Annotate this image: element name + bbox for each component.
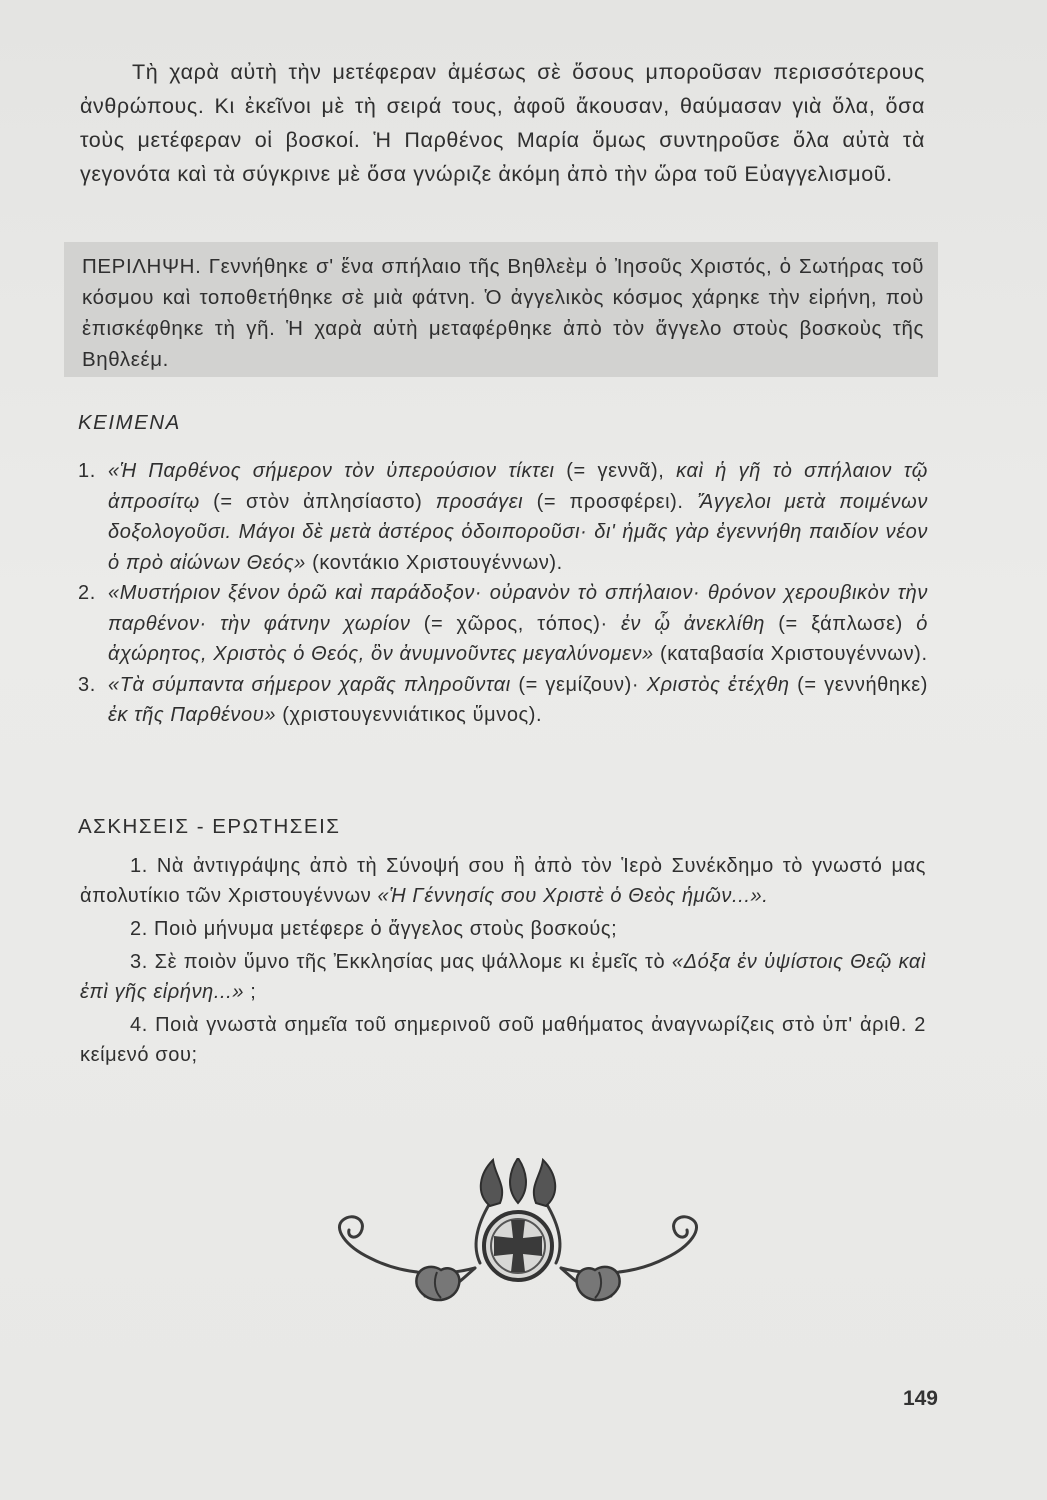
question-quote: «Δόξα ἐν ὑψίστοις Θεῷ καὶ ἐπὶ γῆς εἰρήνη...» (80, 951, 926, 1003)
text-quote: Ἄγγελοι μετὰ ποιμένων δοξολογοῦσι. Μάγοι δὲ μετὰ ἀστέρος ὁδοιποροῦσι· δι' ἡμᾶς γὰρ ἐγεννήθη παιδίον νέον ὁ πρὸ αἰώνων Θεός» (108, 490, 928, 574)
text-item-number: 3. (78, 673, 96, 696)
text-item-body (108, 456, 928, 578)
text-gloss: (= χῶρος, τόπος)· (423, 612, 608, 635)
texts-heading-label: ΚΕΙΜΕΝΑ (78, 411, 181, 434)
text-quote: ἐν ᾧ ἀνεκλίθη (621, 612, 766, 635)
question-3 (80, 947, 926, 1007)
text-item-1 (78, 456, 928, 578)
text-gloss: (= προσφέρει). (536, 490, 684, 513)
text-quote: ἐκ τῆς Παρθένου» (108, 704, 277, 726)
text-item-number: 1. (78, 460, 96, 482)
text-item-body (108, 670, 928, 731)
text-gloss: (= γεμίζουν)· (518, 673, 640, 696)
exercises-list (80, 851, 926, 1073)
text-source: (κοντάκιο Χριστουγέννων). (312, 551, 563, 574)
texts-heading (78, 411, 181, 435)
text-gloss: (= στὸν ἀπλησίαστο) (213, 490, 423, 513)
question-1 (80, 851, 926, 911)
text-gloss: (= γεννήθηκε) (797, 673, 928, 696)
intro-paragraph (80, 55, 925, 191)
text-quote: προσάγει (435, 490, 524, 513)
summary-label: ΠΕΡΙΛΗΨΗ. (82, 255, 202, 278)
page-number: 149 (902, 1387, 938, 1410)
text-quote: «Ἡ Παρθένος σήμερον τὸν ὑπερούσιον τίκτει (108, 460, 555, 482)
summary-box (64, 242, 938, 377)
text-gloss: (= γεννᾶ), (566, 460, 665, 482)
question-4: 4. Ποιὰ γνωστὰ σημεῖα τοῦ σημερινοῦ σοῦ μαθήματος ἀναγνωρίζεις στὸ ὑπ' ἀριθ. 2 κείμενό σου; (80, 1014, 926, 1066)
summary-paragraph (82, 251, 924, 375)
text-quote: «Τὰ σύμπαντα σήμερον χαρᾶς πληροῦνται (108, 673, 511, 696)
text-quote: Χριστὸς ἐτέχθη (646, 673, 790, 696)
text-item-2 (78, 578, 928, 670)
text-source: (χριστουγεννιάτικος ὕμνος). (282, 704, 543, 726)
text-item-number: 2. (78, 582, 96, 604)
text-quote: καὶ ἡ γῆ τὸ σπήλαιον τῷ ἀπροσίτῳ (108, 460, 928, 513)
text-source: (καταβασία Χριστουγέννων). (659, 643, 928, 665)
text-gloss: (= ξάπλωσε) (778, 612, 903, 635)
texts-list (78, 456, 928, 731)
text-quote: «Μυστήριον ξένον ὁρῶ καὶ παράδοξον· οὐρανὸν τὸ σπήλαιον· θρόνον χερουβικὸν τὴν παρθένον· τὴν φάτνην χωρίον (108, 582, 928, 635)
intro-text: Τὴ χαρὰ αὐτὴ τὴν μετέφεραν ἀμέσως σὲ ὅσους μποροῦσαν περισσότερους ἀνθρώπους. Κι ἐκεῖνοι μὲ τὴ σειρά τους, ἀφοῦ ἄκουσαν, θαύμασαν γιὰ ὅλα, ὅσα τοὺς μετέφεραν οἱ βοσκοί. Ἡ Παρθένος Μαρία ὅμως συντηροῦσε ὅλα αὐτὰ τὰ γεγονότα καὶ τὰ σύγκρινε μὲ ὅσα γνώριζε ἀκόμη ἀπὸ τὴν ὥρα τοῦ Εὐαγγελισμοῦ. (80, 60, 925, 186)
text-item-body (108, 578, 928, 670)
question-text: 1. Νὰ ἀντιγράψης ἀπὸ τὴ Σύνοψή σου ἢ ἀπὸ τὸν Ἱερὸ Συνέκδημο τὸ γνωστό μας ἀπολυτίκιο τῶν Χριστουγέννων (80, 855, 926, 907)
text-item-3 (78, 670, 928, 731)
exercises-heading: ΑΣΚΗΣΕΙΣ - ΕΡΩΤΗΣΕΙΣ (78, 815, 341, 838)
question-2: 2. Ποιὸ μήνυμα μετέφερε ὁ ἄγγελος στοὺς βοσκούς; (130, 918, 618, 940)
summary-text: Γεννήθηκε σ' ἕνα σπήλαιο τῆς Βηθλεὲμ ὁ Ἰησοῦς Χριστός, ὁ Σωτήρας τοῦ κόσμου καὶ τοποθετήθηκε σὲ μιὰ φάτνη. Ὁ ἀγγελικὸς κόσμος χάρηκε τὴν εἰρήνη, ποὺ ἐπισκέφθηκε τὴ γῆ. Ἡ χαρὰ αὐτὴ μεταφέρθηκε ἀπὸ τὸν ἄγγελο στοὺς βοσκοὺς τῆς Βηθλεέμ. (82, 255, 925, 371)
question-quote: «Ἡ Γέννησίς σου Χριστὲ ὁ Θεὸς ἡμῶν...». (377, 885, 769, 907)
text-quote: ὁ ἀχώρητος, Χριστὸς ὁ Θεός, ὃν ἀνυμνοῦντες μεγαλύνομεν» (108, 612, 928, 665)
question-text: 3. Σὲ ποιὸν ὕμνο τῆς Ἐκκλησίας μας ψάλλομε κι ἐμεῖς τὸ (130, 951, 666, 973)
question-mark: ; (250, 981, 257, 1003)
cross-ornament-icon (325, 1158, 711, 1323)
